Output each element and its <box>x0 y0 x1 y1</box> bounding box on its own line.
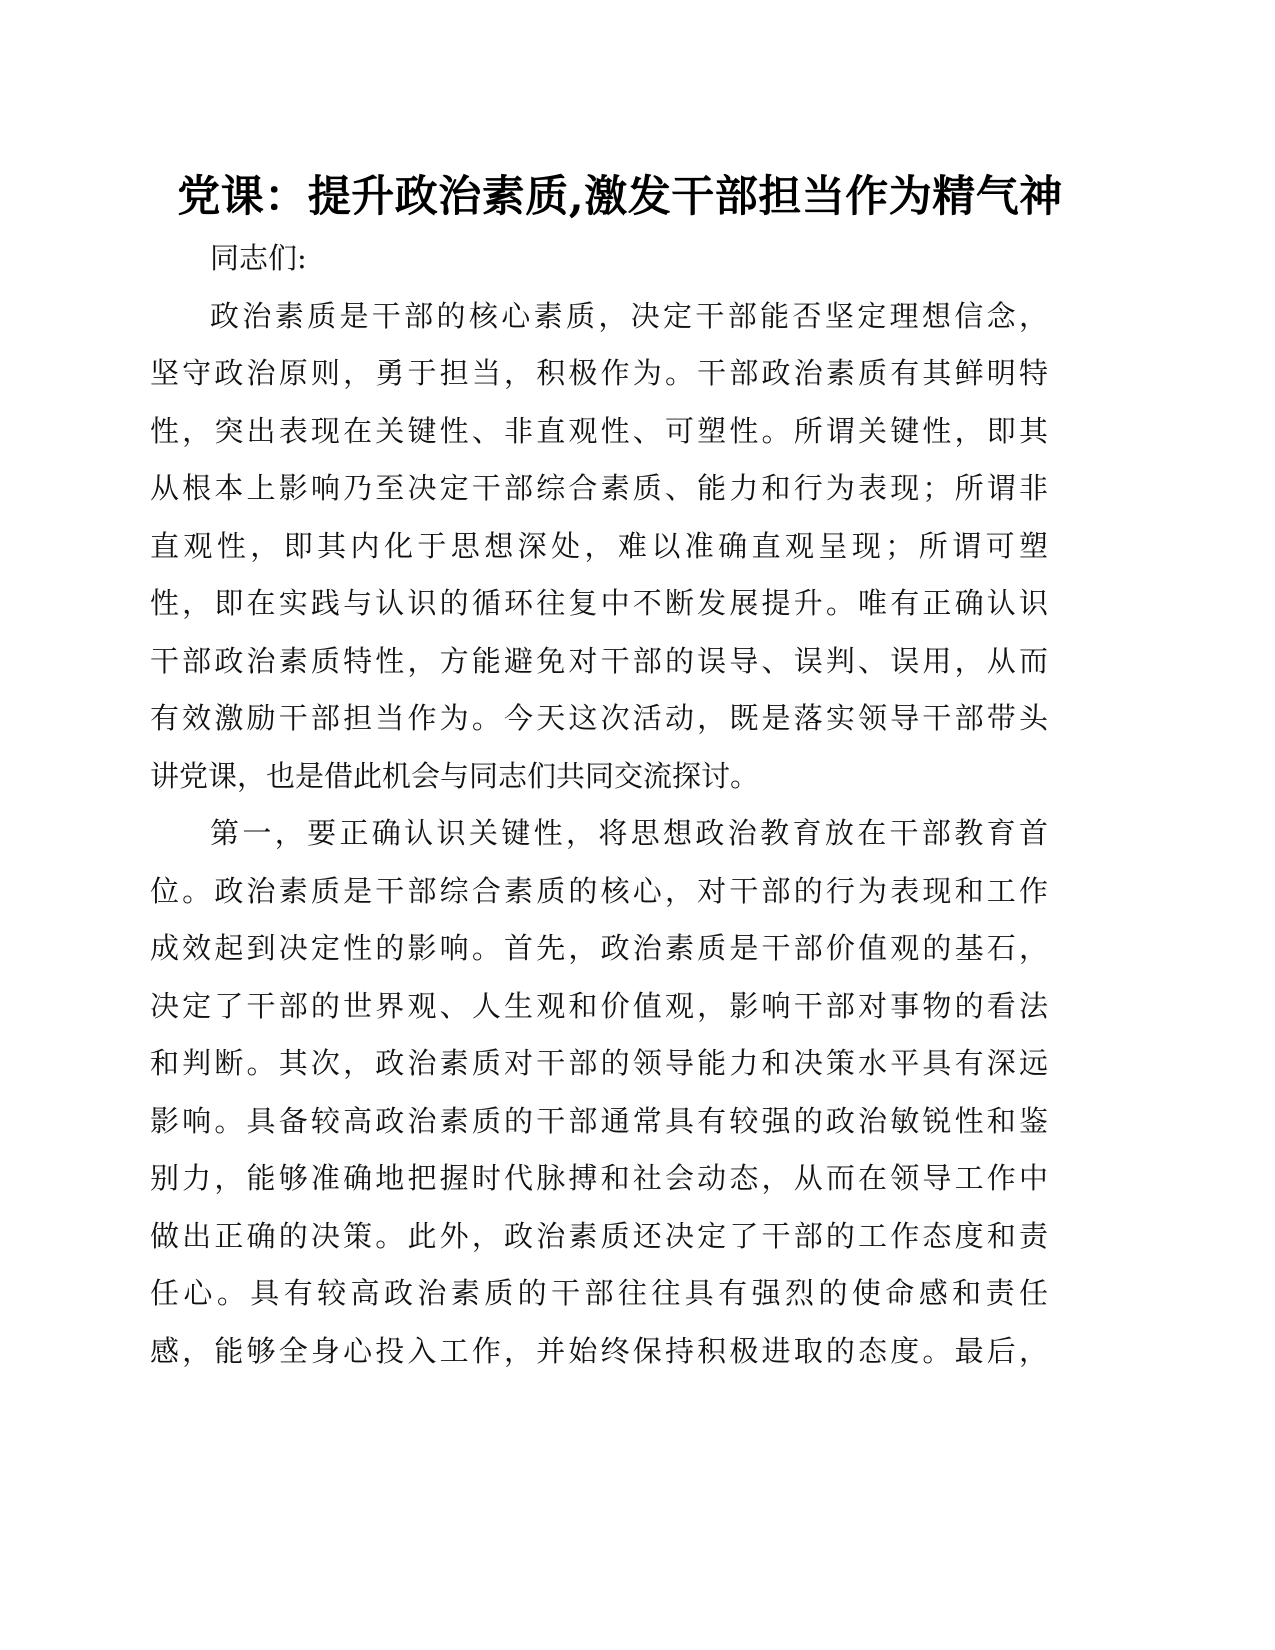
document-body <box>150 230 1048 1380</box>
paragraph-1-line: 有效激励干部担当作为。今天这次活动，既是落实领导干部带头 <box>150 701 1048 735</box>
paragraph-2-line: 任心。具有较高政治素质的干部往往具有强烈的使命感和责任 <box>150 1276 1048 1310</box>
paragraph-2-line: 决定了干部的世界观、人生观和价值观，影响干部对事物的看法 <box>150 988 1048 1023</box>
paragraph-2-line: 位。政治素质是干部综合素质的核心，对干部的行为表现和工作 <box>150 873 1048 908</box>
paragraph-1-line: 从根本上影响乃至决定干部综合素质、能力和行为表现；所谓非 <box>150 471 1048 505</box>
salutation-line: 同志们: <box>210 241 307 275</box>
paragraph-2-line: 别力，能够准确地把握时代脉搏和社会动态，从而在领导工作中 <box>150 1161 1048 1195</box>
paragraph-1-line: 干部政治素质特性，方能避免对干部的误导、误判、误用，从而 <box>150 643 1048 678</box>
paragraph-1-line: 性，即在实践与认识的循环往复中不断发展提升。唯有正确认识 <box>150 586 1048 620</box>
paragraph-2-line: 第一，要正确认识关键性，将思想政治教育放在干部教育首 <box>210 816 1048 850</box>
paragraph-1-line: 直观性，即其内化于思想深处，难以准确直观呈现；所谓可塑 <box>150 528 1048 563</box>
paragraph-1-line: 性，突出表现在关键性、非直观性、可塑性。所谓关键性，即其 <box>150 413 1048 448</box>
paragraph-2-line: 影响。具备较高政治素质的干部通常具有较强的政治敏锐性和鉴 <box>150 1103 1048 1138</box>
paragraph-1-line: 坚守政治原则，勇于担当，积极作为。干部政治素质有其鲜明特 <box>150 356 1048 390</box>
paragraph-2-line: 成效起到决定性的影响。首先，政治素质是干部价值观的基石， <box>150 931 1048 965</box>
paragraph-1-line: 讲党课，也是借此机会与同志们共同交流探讨。 <box>150 758 760 793</box>
document-title: 党课：提升政治素质,激发干部担当作为精气神 <box>177 172 1063 222</box>
paragraph-1-line: 政治素质是干部的核心素质，决定干部能否坚定理想信念， <box>210 298 1048 333</box>
paragraph-2-line: 和判断。其次，政治素质对干部的领导能力和决策水平具有深远 <box>150 1046 1048 1080</box>
paragraph-2-line: 做出正确的决策。此外，政治素质还决定了干部的工作态度和责 <box>150 1218 1048 1253</box>
paragraph-2-line: 感，能够全身心投入工作，并始终保持积极进取的态度。最后， <box>150 1333 1048 1368</box>
